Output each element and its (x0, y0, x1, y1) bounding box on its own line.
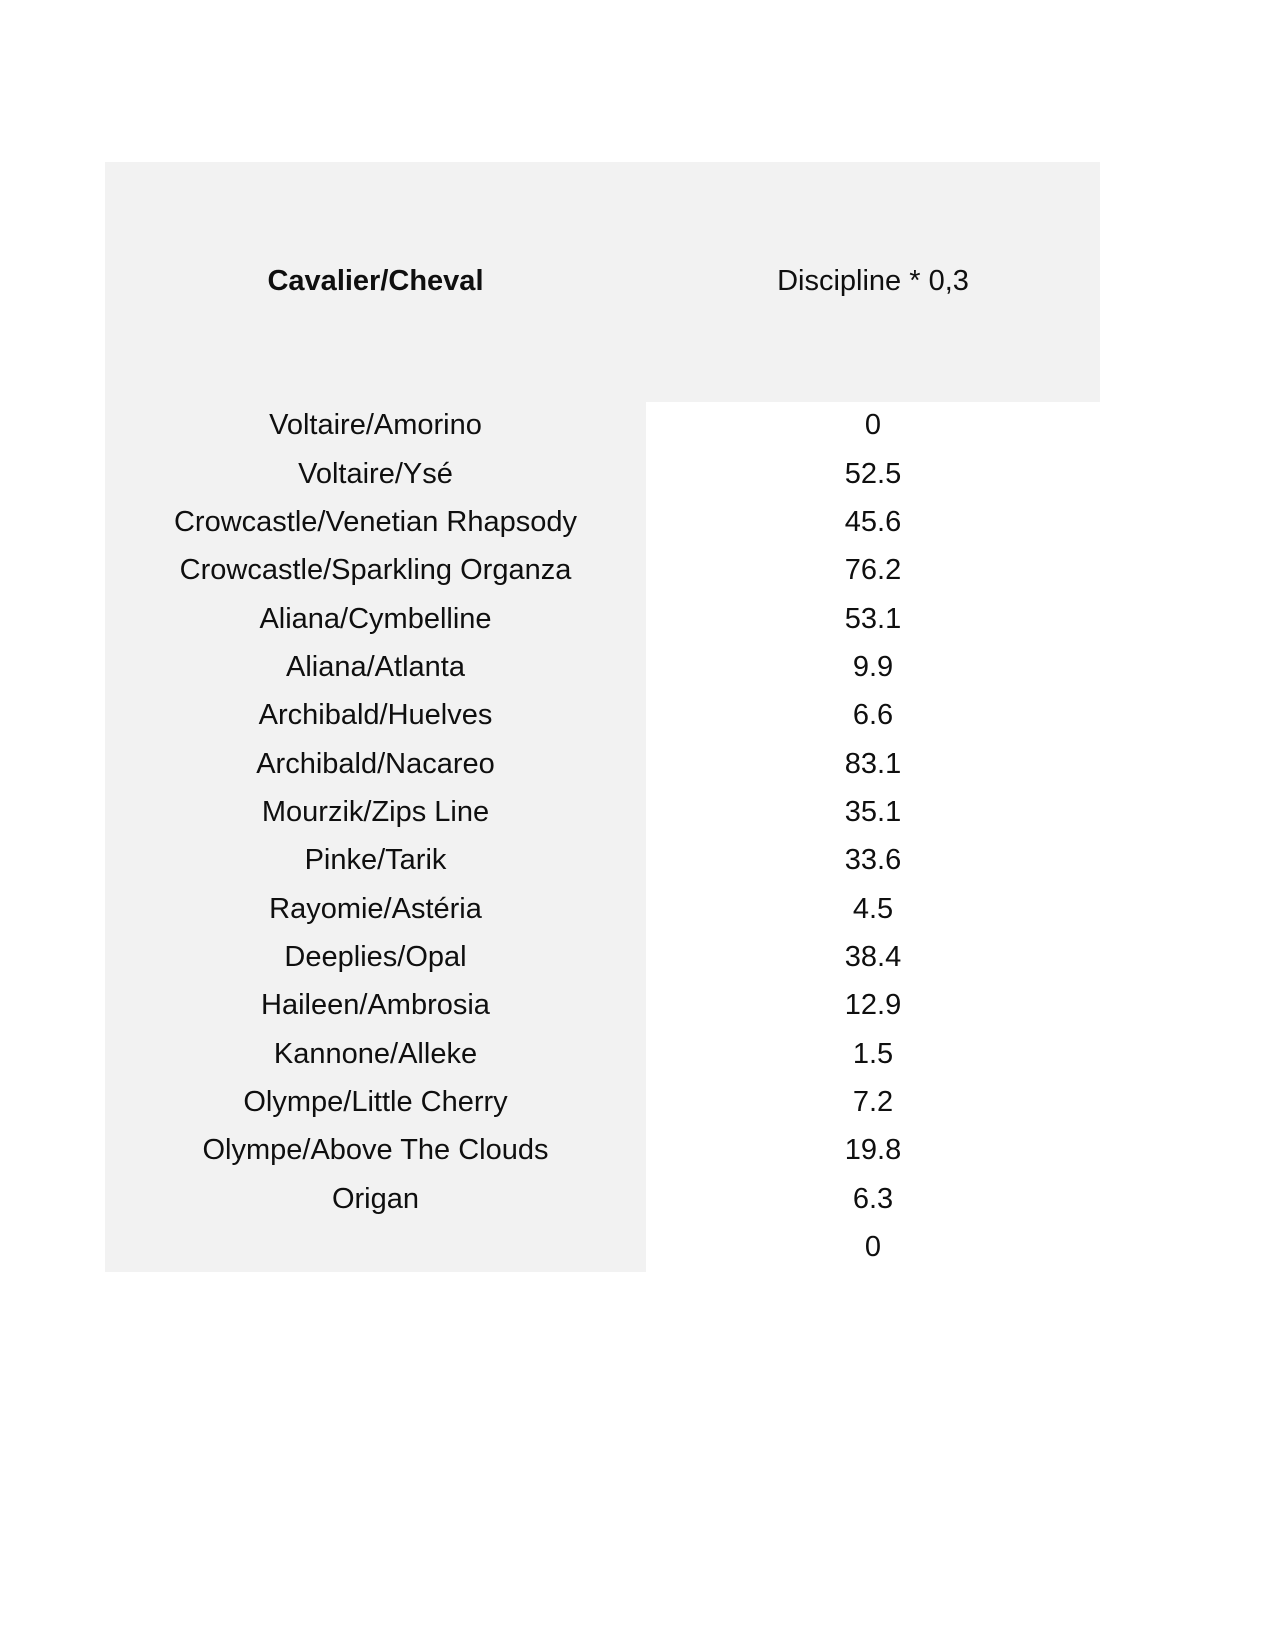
row-value: 0 (646, 402, 1100, 450)
row-label: Voltaire/Amorino (105, 402, 646, 450)
table-row (105, 547, 1100, 595)
row-value: 6.3 (646, 1175, 1100, 1223)
row-value: 35.1 (646, 789, 1100, 837)
row-value: 53.1 (646, 595, 1100, 643)
table-row (105, 740, 1100, 788)
table-row (105, 789, 1100, 837)
table-row (105, 1127, 1100, 1175)
table-row (105, 1224, 1100, 1272)
row-label: Crowcastle/Venetian Rhapsody (105, 499, 646, 547)
row-value: 33.6 (646, 837, 1100, 885)
row-value: 7.2 (646, 1079, 1100, 1127)
row-label: Archibald/Huelves (105, 692, 646, 740)
row-label (105, 1224, 646, 1272)
table-row (105, 1030, 1100, 1078)
row-value: 52.5 (646, 450, 1100, 498)
table-header-row (105, 162, 1100, 402)
row-value: 76.2 (646, 547, 1100, 595)
row-label: Rayomie/Astéria (105, 885, 646, 933)
row-label: Olympe/Little Cherry (105, 1079, 646, 1127)
score-table (105, 162, 1100, 1272)
row-label: Kannone/Alleke (105, 1030, 646, 1078)
header-cavalier-cheval: Cavalier/Cheval (267, 265, 484, 298)
row-value: 12.9 (646, 982, 1100, 1030)
row-label: Archibald/Nacareo (105, 740, 646, 788)
table-row (105, 595, 1100, 643)
table-row (105, 644, 1100, 692)
row-value: 83.1 (646, 740, 1100, 788)
row-label: Olympe/Above The Clouds (105, 1127, 646, 1175)
row-value: 45.6 (646, 499, 1100, 547)
row-label: Aliana/Cymbelline (105, 595, 646, 643)
row-label: Deeplies/Opal (105, 934, 646, 982)
table-row (105, 1079, 1100, 1127)
header-discipline: Discipline * 0,3 (777, 265, 969, 298)
row-label: Pinke/Tarik (105, 837, 646, 885)
row-value: 38.4 (646, 934, 1100, 982)
table-row (105, 885, 1100, 933)
row-value: 1.5 (646, 1030, 1100, 1078)
row-label: Aliana/Atlanta (105, 644, 646, 692)
row-value: 19.8 (646, 1127, 1100, 1175)
table-row (105, 692, 1100, 740)
row-label: Origan (105, 1175, 646, 1223)
table-body (105, 402, 1100, 1272)
row-value: 9.9 (646, 644, 1100, 692)
table-row (105, 450, 1100, 498)
table-row (105, 402, 1100, 450)
table-row (105, 1175, 1100, 1223)
row-value: 6.6 (646, 692, 1100, 740)
row-value: 0 (646, 1224, 1100, 1272)
row-label: Mourzik/Zips Line (105, 789, 646, 837)
table-row (105, 982, 1100, 1030)
table-row (105, 934, 1100, 982)
row-label: Haileen/Ambrosia (105, 982, 646, 1030)
table-row (105, 837, 1100, 885)
table-row (105, 499, 1100, 547)
row-label: Voltaire/Ysé (105, 450, 646, 498)
row-label: Crowcastle/Sparkling Organza (105, 547, 646, 595)
row-value: 4.5 (646, 885, 1100, 933)
